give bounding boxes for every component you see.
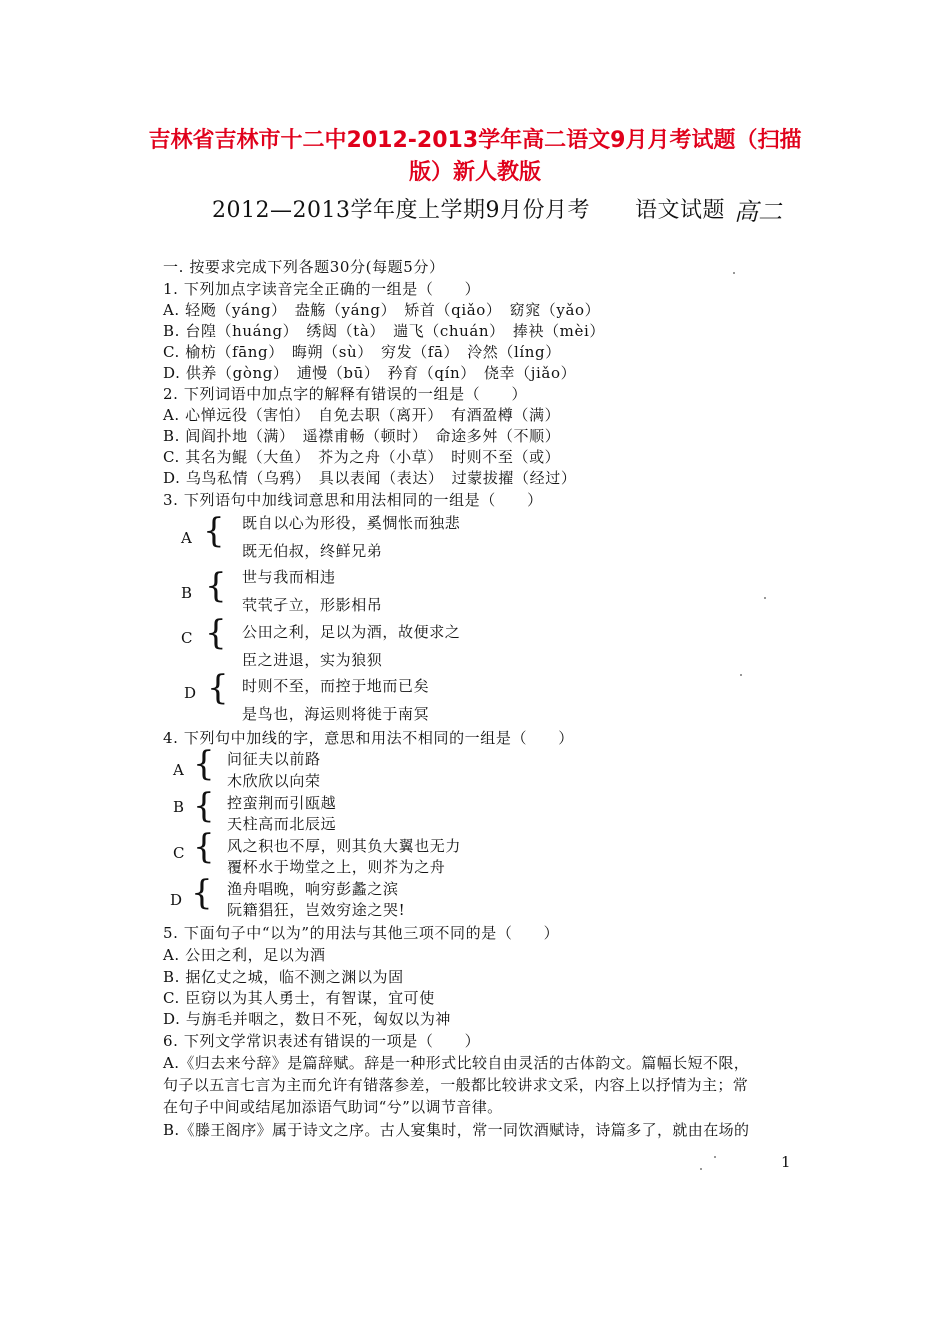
- q4-option-b-letter: B: [173, 798, 185, 816]
- q6-option-a-line-3: 在句子中间或结尾加添语气助词“兮”以调节音律。: [163, 1098, 503, 1116]
- scan-speck: [700, 1168, 702, 1170]
- q1-option-c: C. 榆枋（fāng） 晦朔（sù） 穷发（fā） 泠然（líng）: [163, 343, 561, 361]
- section-heading: 一. 按要求完成下列各题30分(每题5分）: [163, 258, 445, 276]
- q3-option-a-brace: {: [203, 511, 225, 551]
- q3-option-d-sentence-2: 是鸟也，海运则将徙于南冥: [242, 705, 430, 723]
- q3-option-b-sentence-1: 世与我而相违: [242, 568, 336, 586]
- q5-option-c: C. 臣窃以为其人勇士，有智谋，宜可使: [163, 989, 435, 1007]
- q4-option-b-brace: {: [193, 786, 215, 826]
- q4-option-a-sentence-1: 问征夫以前路: [227, 750, 321, 768]
- q5-option-d: D. 与旃毛并咽之，数日不死，匈奴以为神: [163, 1010, 452, 1028]
- scan-speck: [714, 1156, 716, 1158]
- q2-option-d: D. 乌鸟私情（乌鸦） 具以表闻（表达） 过蒙拔擢（经过）: [163, 469, 577, 487]
- exam-subtitle: 2012—2013学年度上学期9月份月考 语文试题: [212, 198, 725, 223]
- q5-option-b: B. 据亿丈之城，临不测之渊以为固: [163, 968, 404, 986]
- q3-option-d-brace: {: [207, 668, 229, 708]
- q3-option-c-letter: C: [181, 629, 193, 647]
- question-3: 3. 下列语句中加线词意思和用法相同的一组是（ ）: [163, 491, 543, 509]
- q4-option-a-brace: {: [193, 744, 215, 784]
- scan-speck: [764, 597, 766, 599]
- q1-option-a: A. 轻飏（yáng） 盎觞（yáng） 矫首（qiǎo） 窈窕（yǎo）: [163, 301, 601, 319]
- q3-option-d-sentence-1: 时则不至，而控于地而已矣: [242, 677, 430, 695]
- doc-title-line1: 吉林省吉林市十二中2012-2013学年高二语文9月月考试题（扫描: [148, 128, 802, 153]
- q4-option-b-sentence-2: 天柱高而北辰远: [227, 815, 337, 833]
- q4-option-d-letter: D: [170, 891, 183, 909]
- q3-option-c-brace: {: [205, 613, 227, 653]
- q4-option-d-sentence-1: 渔舟唱晚，响穷彭蠡之滨: [227, 880, 399, 898]
- q3-option-b-sentence-2: 茕茕孑立，形影相吊: [242, 596, 383, 614]
- q2-option-a: A. 心惮远役（害怕） 自免去职（离开） 有酒盈樽（满）: [163, 406, 561, 424]
- q3-option-a-sentence-1: 既自以心为形役，奚惆怅而独悲: [242, 514, 461, 532]
- q1-option-b: B. 台隍（huáng） 绣闼（tà） 遄飞（chuán） 捧袂（mèi）: [163, 322, 605, 340]
- q6-option-a-line-1: A.《归去来兮辞》是篇辞赋。辞是一种形式比较自由灵活的古体韵文。篇幅长短不限，: [163, 1054, 750, 1072]
- q4-option-a-letter: A: [173, 761, 184, 779]
- q3-option-a-letter: A: [181, 529, 192, 547]
- q4-option-b-sentence-1: 控蛮荆而引瓯越: [227, 794, 337, 812]
- q4-option-c-sentence-1: 风之积也不厚，则其负大翼也无力: [227, 837, 462, 855]
- question-5: 5. 下面句子中“以为”的用法与其他三项不同的是（ ）: [163, 924, 560, 942]
- handwritten-grade: 高二: [734, 198, 782, 226]
- question-2: 2. 下列词语中加点字的解释有错误的一组是（ ）: [163, 385, 528, 403]
- q2-option-b: B. 闾阎扑地（满） 遥襟甫畅（顿时） 命途多舛（不顺）: [163, 427, 561, 445]
- q6-option-a-line-2: 句子以五言七言为主而允许有错落参差，一般都比较讲求文采，内容上以抒情为主；常: [163, 1076, 749, 1094]
- q3-option-b-brace: {: [205, 566, 227, 606]
- question-6: 6. 下列文学常识表述有错误的一项是（ ）: [163, 1032, 481, 1050]
- q4-option-d-sentence-2: 阮籍猖狂，岂效穷途之哭!: [227, 901, 406, 919]
- q4-option-c-brace: {: [193, 827, 215, 867]
- q2-option-c: C. 其名为鲲（大鱼） 芥为之舟（小草） 时则不至（或）: [163, 448, 561, 466]
- scan-speck: [733, 272, 735, 274]
- question-1: 1. 下列加点字读音完全正确的一组是（ ）: [163, 280, 481, 298]
- q3-option-c-sentence-2: 臣之进退，实为狼狈: [242, 651, 383, 669]
- q3-option-a-sentence-2: 既无伯叔，终鲜兄弟: [242, 542, 383, 560]
- q3-option-c-sentence-1: 公田之利，足以为酒，故便求之: [242, 623, 461, 641]
- q3-option-d-letter: D: [184, 684, 197, 702]
- question-4: 4. 下列句中加线的字，意思和用法不相同的一组是（ ）: [163, 729, 574, 747]
- q1-option-d: D. 供养（gòng） 逋慢（bū） 矜育（qín） 侥幸（jiǎo）: [163, 364, 577, 382]
- doc-title-line2: 版）新人教版: [408, 160, 541, 185]
- q6-option-b-line-1: B.《滕王阁序》属于诗文之序。古人宴集时，常一同饮酒赋诗，诗篇多了，就由在场的: [163, 1121, 750, 1139]
- page-number: 1: [781, 1153, 791, 1171]
- q3-option-b-letter: B: [181, 584, 193, 602]
- scan-speck: [740, 674, 742, 676]
- q5-option-a: A. 公田之利，足以为酒: [163, 946, 326, 964]
- q4-option-c-letter: C: [173, 844, 185, 862]
- q4-option-d-brace: {: [191, 873, 213, 913]
- q4-option-a-sentence-2: 木欣欣以向荣: [227, 772, 321, 790]
- q4-option-c-sentence-2: 覆杯水于坳堂之上，则芥为之舟: [227, 858, 446, 876]
